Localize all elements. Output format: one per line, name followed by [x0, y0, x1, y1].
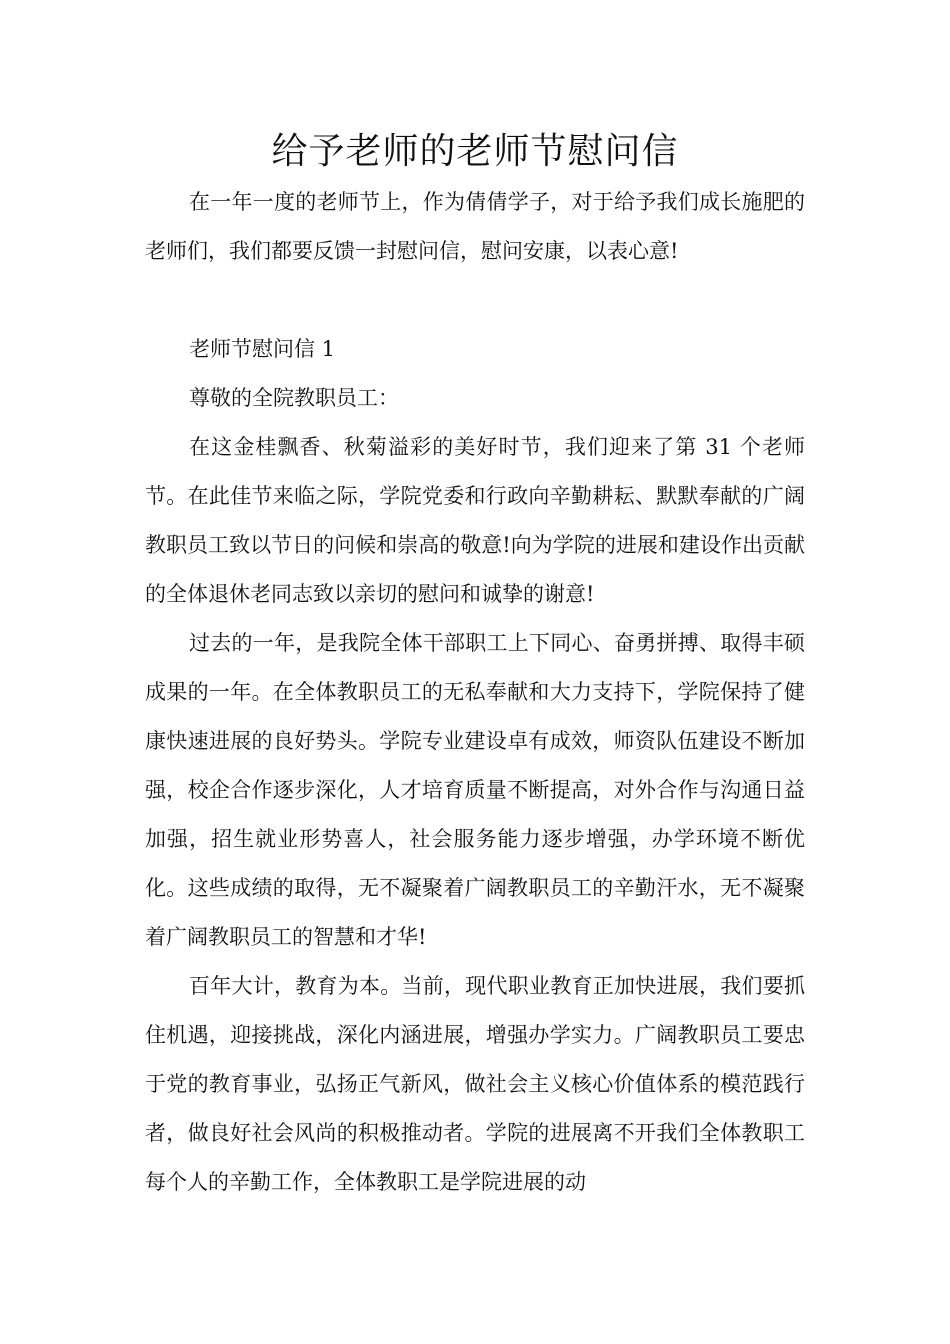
- body-paragraph: 百年大计，教育为本。当前，现代职业教育正加快进展，我们要抓住机遇，迎接挑战，深化内涵进展，增强办学实力。广阔教职员工要忠于党的教育事业，弘扬正气新风，做社会主义核心价值体系的模范践行者，做良好社会风尚的积极推动者。学院的进展离不开我们全体教职工每个人的辛勤工作，全体教职工是学院进展的动: [145, 974, 805, 1194]
- document-title: 给予老师的老师节慰问信: [271, 131, 679, 172]
- body-paragraph: 过去的一年，是我院全体干部职工上下同心、奋勇拼搏、取得丰硕成果的一年。在全体教职员工的无私奉献和大力支持下，学院保持了健康快速进展的良好势头。学院专业建设卓有成效，师资队伍建设不断加强，校企合作逐步深化，人才培育质量不断提高，对外合作与沟通日益加强，招生就业形势喜人，社会服务能力逐步增强，办学环境不断优化。这些成绩的取得，无不凝聚着广阔教职员工的辛勤汗水，无不凝聚着广阔教职员工的智慧和才华!: [145, 631, 805, 949]
- intro-paragraph: 在一年一度的老师节上，作为倩倩学子，对于给予我们成长施肥的老师们，我们都要反馈一封慰问信，慰问安康，以表心意!: [145, 190, 805, 263]
- document-body: [145, 178, 805, 1207]
- blank-line: [145, 276, 805, 325]
- body-paragraph: 在这金桂飘香、秋菊溢彩的美好时节，我们迎来了第 31 个老师节。在此佳节来临之际，学院党委和行政向辛勤耕耘、默默奉献的广阔教职员工致以节日的问候和崇高的敬意!向为学院的进展和建设作出贡献的全体退休老同志致以亲切的慰问和诚挚的谢意!: [145, 435, 805, 606]
- salutation: 尊敬的全院教职员工：: [189, 386, 399, 410]
- section-heading: 老师节慰问信 1: [189, 337, 336, 361]
